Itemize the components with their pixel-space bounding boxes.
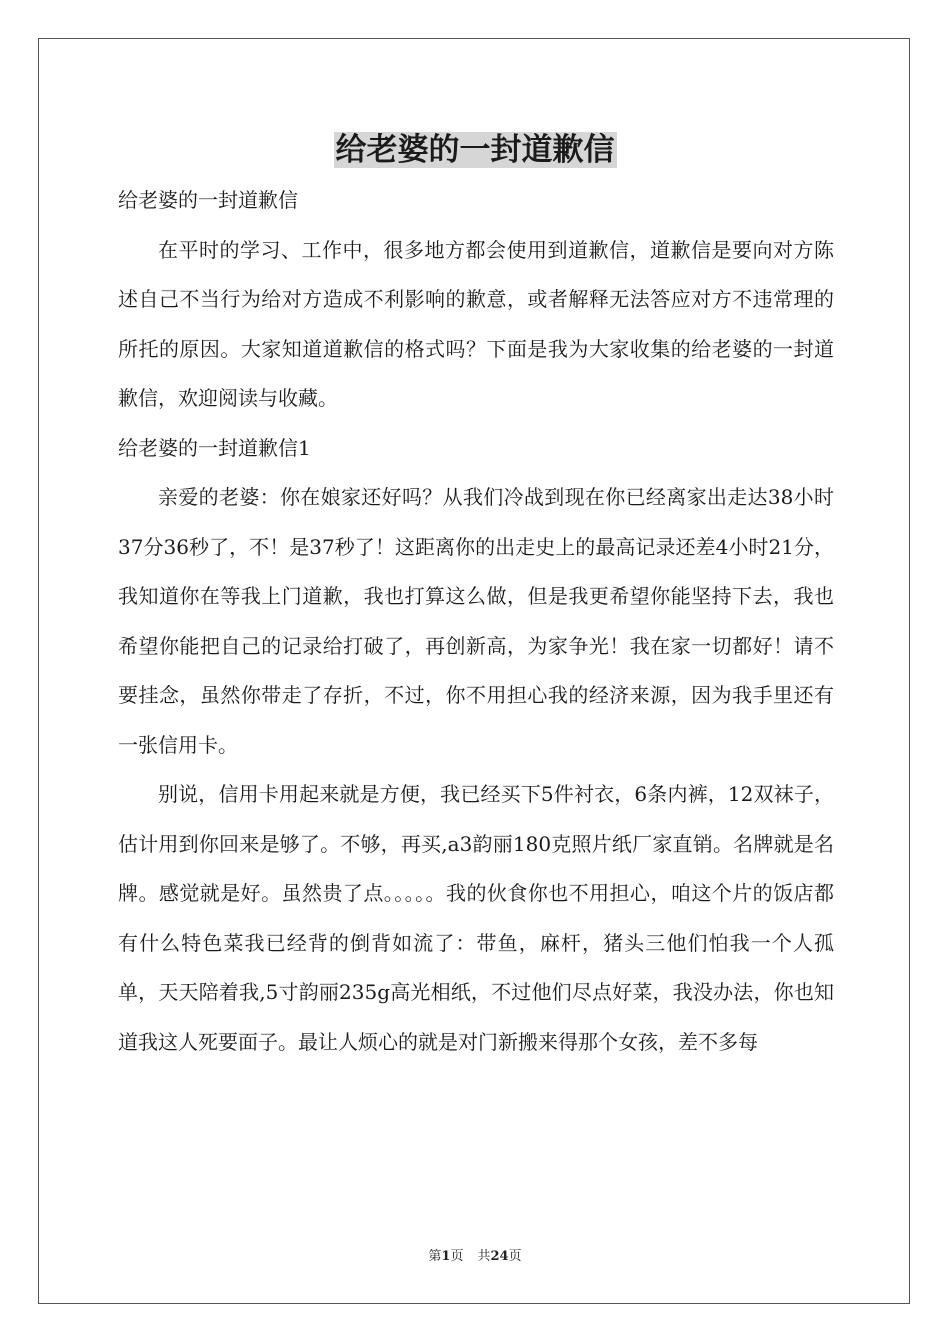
- total-pages: 24: [490, 1249, 509, 1264]
- paragraph-section-heading: 给老婆的一封道歉信1: [118, 435, 311, 460]
- paragraph-letter-opening: 亲爱的老婆：你在娘家还好吗？从我们冷战到现在你已经离家出走达38小时37分36秒了，不！是37秒了！这距离你的出走史上的最高记录还差4小时21分，我知道你在等我上门道歉，我也打算这么做，但是我更希望你能坚持下去，我也希望你能把自己的记录给打破了，再创新高，为家争光！我在家一切都好！请不要挂念，虽然你带走了存折，不过，你不用担心我的经济来源，因为我手里还有一张信用卡。: [118, 485, 834, 757]
- document-title: [0, 128, 950, 172]
- document-title-text: 给老婆的一封道歉信: [335, 132, 615, 168]
- paragraph-subtitle: 给老婆的一封道歉信: [118, 188, 298, 212]
- page-suffix: 页: [450, 1249, 464, 1264]
- paragraph-letter-body: 别说，信用卡用起来就是方便，我已经买下5件衬衣，6条内裤，12双袜子，估计用到你回来是够了。不够，再买,a3韵丽180克照片纸厂家直销。名牌就是名牌。感觉就是好。虽然贵了点。。。。。我的伙食你也不用担心，咱这个片的饭店都有什么特色菜我已经背的倒背如流了：带鱼，麻杆，猪头三他们怕我一个人孤单，天天陪着我,5寸韵丽235g高光相纸，不过他们尽点好菜，我没办法，你也知道我这人死要面子。最让人烦心的就是对门新搬来得那个女孩，差不多每: [118, 782, 834, 1054]
- paragraph-intro: 在平时的学习、工作中，很多地方都会使用到道歉信，道歉信是要向对方陈述自己不当行为给对方造成不利影响的歉意，或者解释无法答应对方不违常理的所托的原因。大家知道道歉信的格式吗？下面是我为大家收集的给老婆的一封道歉信，欢迎阅读与收藏。: [118, 237, 834, 410]
- page-footer: [0, 1247, 950, 1267]
- total-prefix: 共: [477, 1249, 491, 1264]
- document-body: [118, 176, 834, 1067]
- page-prefix: 第: [428, 1249, 442, 1264]
- total-suffix: 页: [508, 1249, 522, 1264]
- page-number: 1: [441, 1249, 451, 1264]
